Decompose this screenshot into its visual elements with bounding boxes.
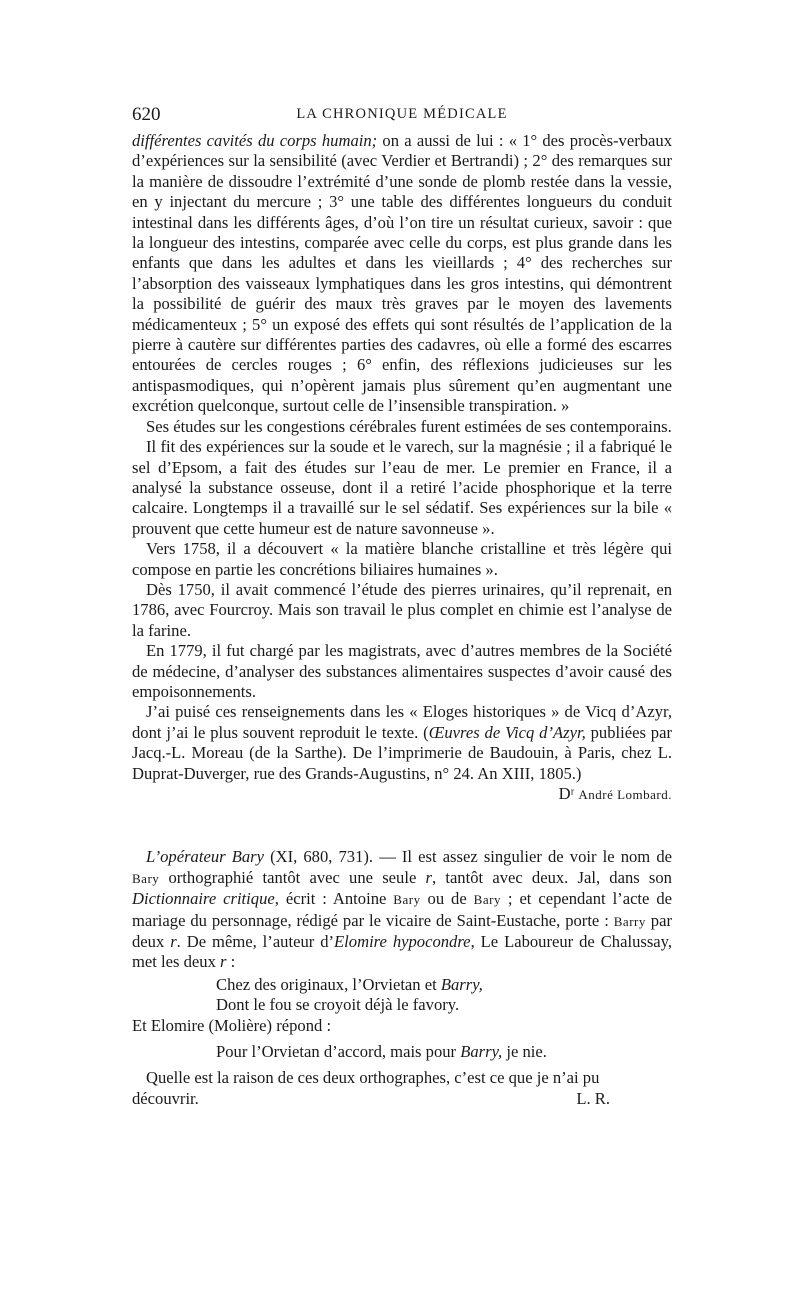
paragraph: Il fit des expériences sur la soude et le varech, sur la magnésie ; il a fabriqué le sel d’Epsom, a fait des études sur l’eau de mer. Le premier en France, il a analysé la substance osseuse, dont il a retiré l’acide phosphorique et la terre calcaire. Longtemps il a travaillé sur le sel sédatif. Ses expériences sur la bile « prouvent que cette humeur est de nature savonneuse ». (132, 437, 672, 538)
verse-line: Dont le fou se croyoit déjà le favory. (216, 995, 460, 1015)
italic-title: Dictionnaire critique (132, 889, 275, 909)
paragraph: Dès 1750, il avait commencé l’étude des pierres urinaires, qu’il reprenait, en 1786, avec Fourcroy. Mais son travail le plus complet en chimie est l’analyse de la farine. (132, 579, 672, 640)
verse-quote (216, 1042, 672, 1062)
running-title: LA CHRONIQUE MÉDICALE (296, 106, 508, 122)
paragraph: En 1779, il fut chargé par les magistrats, avec d’autres membres de la Société de médecine, d’analyser des substances alimentaires suspectes d’avoir causé des empoisonnements. (132, 641, 672, 701)
article-title: L’opérateur Bary (146, 847, 264, 867)
paragraph: Ses études sur les congestions cérébrales furent estimées de ses contemporains. (146, 416, 672, 436)
signature-prefix: Dʳ (558, 784, 579, 803)
italic-title: Œuvres de Vicq d’Azyr, (428, 722, 586, 742)
section-gap (132, 805, 672, 847)
author-signature: L. R. (576, 1088, 610, 1108)
paragraph (132, 131, 672, 417)
body-text (132, 131, 672, 1109)
paragraph-text: découvrir. (132, 1088, 199, 1108)
paragraph: Vers 1758, il a découvert « la matière blanche cristalline et très légère qui compose en partie les concrétions biliaires humaines ». (132, 539, 672, 579)
signature-name: André Lombard. (578, 787, 672, 802)
paragraph-text: J’ai puisé ces renseignements dans les « Eloges historiques » de Vicq d’Azyr, dont j’ai le plus souvent reproduit le texte. ( (132, 702, 672, 742)
paragraph (132, 702, 672, 784)
verse-line: Chez des originaux, l’Orvietan et Barry, (216, 974, 483, 994)
paragraph-text: publiées par Jacq.-L. Moreau (de la Sarthe). De l’imprimerie de Baudouin, à Paris, chez L. Duprat-Duverger, rue des Grands-Augustins, n° 24. An XIII, 1805.) (132, 722, 672, 783)
paragraph-end (132, 1089, 672, 1109)
page-header (132, 104, 672, 128)
italic-title: Elomire hypocondre (334, 932, 471, 952)
verse-quote (216, 975, 672, 1016)
page-number: 620 (132, 104, 161, 125)
paragraph: Quelle est la raison de ces deux orthographes, c’est ce que je n’ai pu (146, 1068, 600, 1088)
author-signature (132, 784, 672, 805)
paragraph-text: on a aussi de lui : « 1° des procès-verbaux d’expériences sur la sensibilité (avec Verdier et Bertrandi) ; 2° des remarques sur la manière de dissoudre l’extrémité d’une sonde de plomb restée dans la vessie, en y injectant du mercure ; 3° une table des différentes longueurs du conduit intestinal dans les différents âges, d’où l’on tire un résultat curieux, savoir : que la longueur des intestins, comparée avec celle du corps, est plus grande dans les enfants que dans les adultes et dans les vieillards ; 4° des recherches sur l’absorption des vaisseaux lymphatiques dans les gros intestins, qui démontrent la possibilité de guérir des maux très graves par le moyen des lavements médicamenteux ; 5° un exposé des effets qui sont résultés de l’application de la pierre à cautère sur différentes parties des cadavres, où elle a formé des escarres entourées de cercles rouges ; 6° enfin, des réflexions judicieuses sur les antispasmodiques, qui n’opèrent jamais plus sûrement qu’en augmentant une excrétion quelconque, surtout celle de l’insensible transpiration. » (132, 131, 673, 416)
italic-text: différentes cavités du corps humain; (132, 131, 378, 150)
verse-line: Pour l’Orvietan d’accord, mais pour Barry, je nie. (216, 1042, 547, 1062)
paragraph: Et Elomire (Molière) répond : (132, 1015, 332, 1035)
paragraph: L’opérateur Bary (XI, 680, 731). — Il est assez singulier de voir le nom de Bary orthographié tantôt avec une seule r, tantôt avec deux. Jal, dans son Dictionnaire critique, écrit : Antoine Bary ou de Bary ; et cependant l’acte de mariage du personnage, rédigé par le vicaire de Saint-Eustache, porte : Barry par deux r. De même, l’auteur d’Elomire hypocondre, Le Laboureur de Chalussay, met les deux r : (132, 847, 673, 972)
